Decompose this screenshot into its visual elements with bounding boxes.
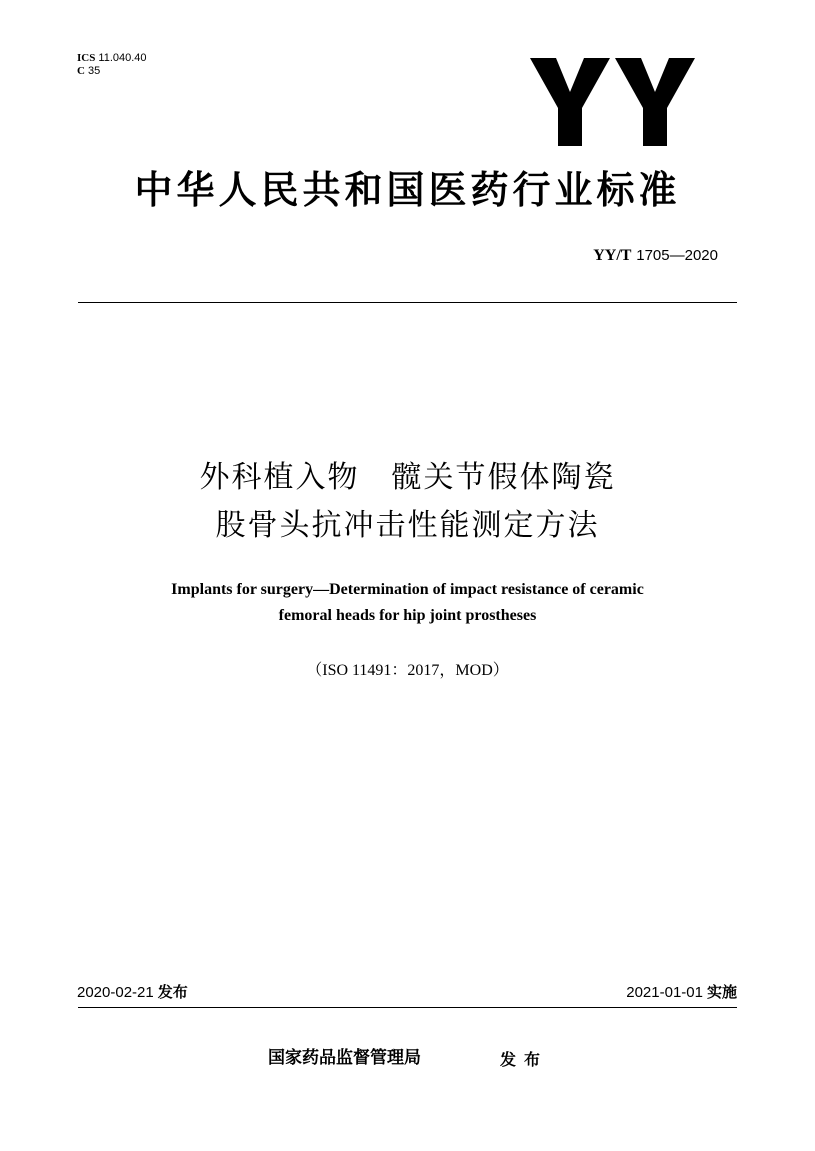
cn-title-line2: 股骨头抗冲击性能测定方法 bbox=[215, 508, 600, 543]
issuer-action: 发布 bbox=[500, 1050, 549, 1069]
iso-reference: （ISO 11491：2017，MOD） bbox=[306, 662, 509, 679]
en-title-line1: Implants for surgery—Determination of impact resistance of ceramic bbox=[171, 581, 644, 598]
effective-label: 实施 bbox=[706, 983, 737, 1001]
classification-codes bbox=[77, 52, 147, 78]
bottom-divider bbox=[78, 1007, 737, 1008]
ccs-line bbox=[77, 65, 147, 78]
issue-date-block bbox=[77, 982, 188, 1003]
cn-title-line1: 外科植入物 髋关节假体陶瓷 bbox=[199, 460, 616, 495]
ics-label: ICS bbox=[77, 52, 96, 64]
issuing-authority: 国家药品监督管理局 bbox=[268, 1048, 421, 1068]
standard-number-prefix: YY/T bbox=[593, 247, 632, 264]
top-divider bbox=[78, 302, 737, 303]
issue-label: 发布 bbox=[157, 983, 188, 1001]
yy-logo bbox=[530, 58, 695, 146]
standard-number bbox=[593, 245, 718, 266]
ccs-label: C bbox=[77, 65, 85, 77]
issue-date: 2020-02-21 bbox=[77, 984, 154, 1001]
effective-date: 2021-01-01 bbox=[626, 984, 703, 1001]
ccs-code: 35 bbox=[88, 65, 101, 77]
standard-type-title: 中华人民共和国医药行业标准 bbox=[134, 168, 681, 212]
ics-line bbox=[77, 52, 147, 65]
ics-code: 11.040.40 bbox=[98, 52, 147, 64]
standard-number-value: 1705—2020 bbox=[636, 247, 718, 264]
effective-date-block bbox=[626, 982, 737, 1003]
en-title-line2: femoral heads for hip joint prostheses bbox=[278, 607, 537, 624]
